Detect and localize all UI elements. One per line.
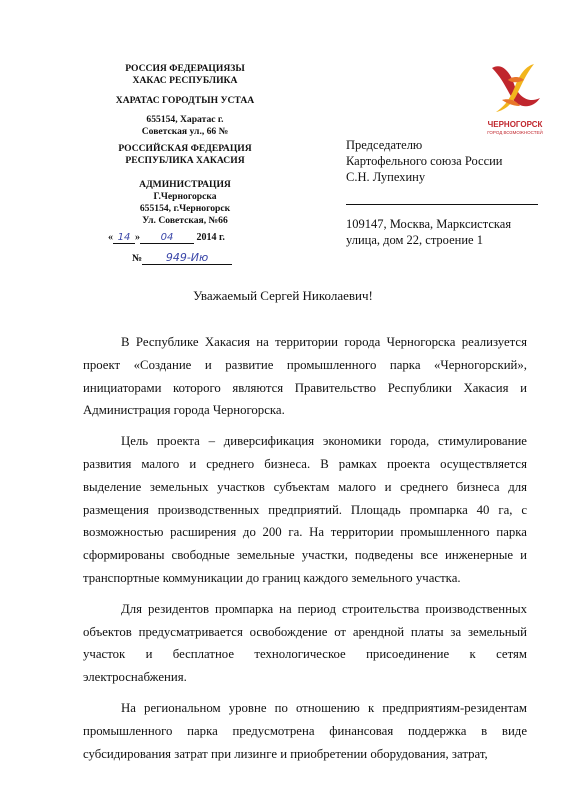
address-line: 109147, Москва, Марксистская	[346, 217, 512, 231]
address-line: улица, дом 22, строение 1	[346, 233, 483, 247]
addressee-line: С.Н. Лупехину	[346, 170, 426, 184]
body-paragraph: Цель проекта – диверсификация экономики города, стимулирование развития малого и среднего бизнеса. В рамках проекта осуществляется выделение земельных участков субъектам малого и среднего бизнеса для размещения производственных предприятий. Площадь промпарка 40 га, с возможностью расширения до 200 га. На территории промышленного парка сформированы свободные земельные участки, подведены все инженерные и транспортные коммуникации до границ каждого земельного участка.	[83, 434, 527, 585]
date-day: 14	[113, 232, 135, 244]
date-year: 2014 г.	[196, 232, 225, 243]
header-address-hak	[70, 114, 300, 138]
header-line: Советская ул., 66 №	[141, 126, 229, 137]
date-open-quote: «	[108, 232, 113, 243]
addressee-divider	[346, 204, 538, 205]
number-value: 949-Ию	[142, 251, 232, 265]
body-paragraph: Для резидентов промпарка на период строительства производственных объектов предусматривается освобождение от арендной платы за земельный участок и бесплатное технологическое присоединение к сетям электроснабжения.	[83, 601, 527, 685]
header-line: РЕСПУБЛИКА ХАКАСИЯ	[125, 155, 245, 166]
addressee-address	[346, 216, 511, 248]
number-label: №	[132, 253, 143, 264]
header-region-ru-hak	[70, 63, 300, 87]
city-emblem-icon	[488, 58, 544, 118]
addressee-line: Председателю	[346, 138, 423, 152]
date-close-quote: »	[135, 232, 140, 243]
letter-date	[108, 232, 225, 244]
header-region-ru	[70, 143, 300, 167]
greeting: Уважаемый Сергей Николаевич!	[193, 288, 373, 303]
logo-subtitle: ГОРОД ВОЗМОЖНОСТЕЙ	[487, 130, 543, 135]
header-line: ХАРАТАС ГОРОДТЫН УСТАА	[115, 95, 255, 106]
header-line: АДМИНИСТРАЦИЯ	[139, 179, 231, 190]
letter-body	[83, 331, 527, 773]
date-month: 04	[140, 232, 194, 244]
body-paragraph: В Республике Хакасия на территории города Черногорска реализуется проект «Создание и развитие промышленного парка «Черногорский», инициаторами которого являются Правительство Республики Хакасия и Администрация города Черногорска.	[83, 335, 527, 418]
header-line: Г.Черногорска	[153, 191, 217, 202]
body-paragraph: На региональном уровне по отношению к предприятиям-резидентам промышленного парка предусмотрена финансовая поддержка в виде субсидирования затрат при лизинге и приобретении оборудования, затрат,	[83, 700, 527, 761]
header-line: ХАКАС РЕСПУБЛИКА	[132, 75, 238, 86]
header-administration	[70, 179, 300, 227]
header-line: Ул. Советская, №66	[142, 215, 228, 226]
city-logo	[470, 58, 560, 135]
letter-number	[132, 251, 232, 265]
header-head-hak	[70, 95, 300, 107]
header-line: РОССИЙСКАЯ ФЕДЕРАЦИЯ	[118, 143, 252, 154]
header-line: 655154, Харатас г.	[146, 114, 224, 125]
logo-title: ЧЕРНОГОРСК	[487, 120, 543, 129]
addressee-block	[346, 137, 503, 185]
header-line: РОССИЯ ФЕДЕРАЦИЯЗЫ	[125, 63, 245, 74]
addressee-line: Картофельного союза России	[346, 154, 503, 168]
header-line: 655154, г.Черногорск	[139, 203, 231, 214]
